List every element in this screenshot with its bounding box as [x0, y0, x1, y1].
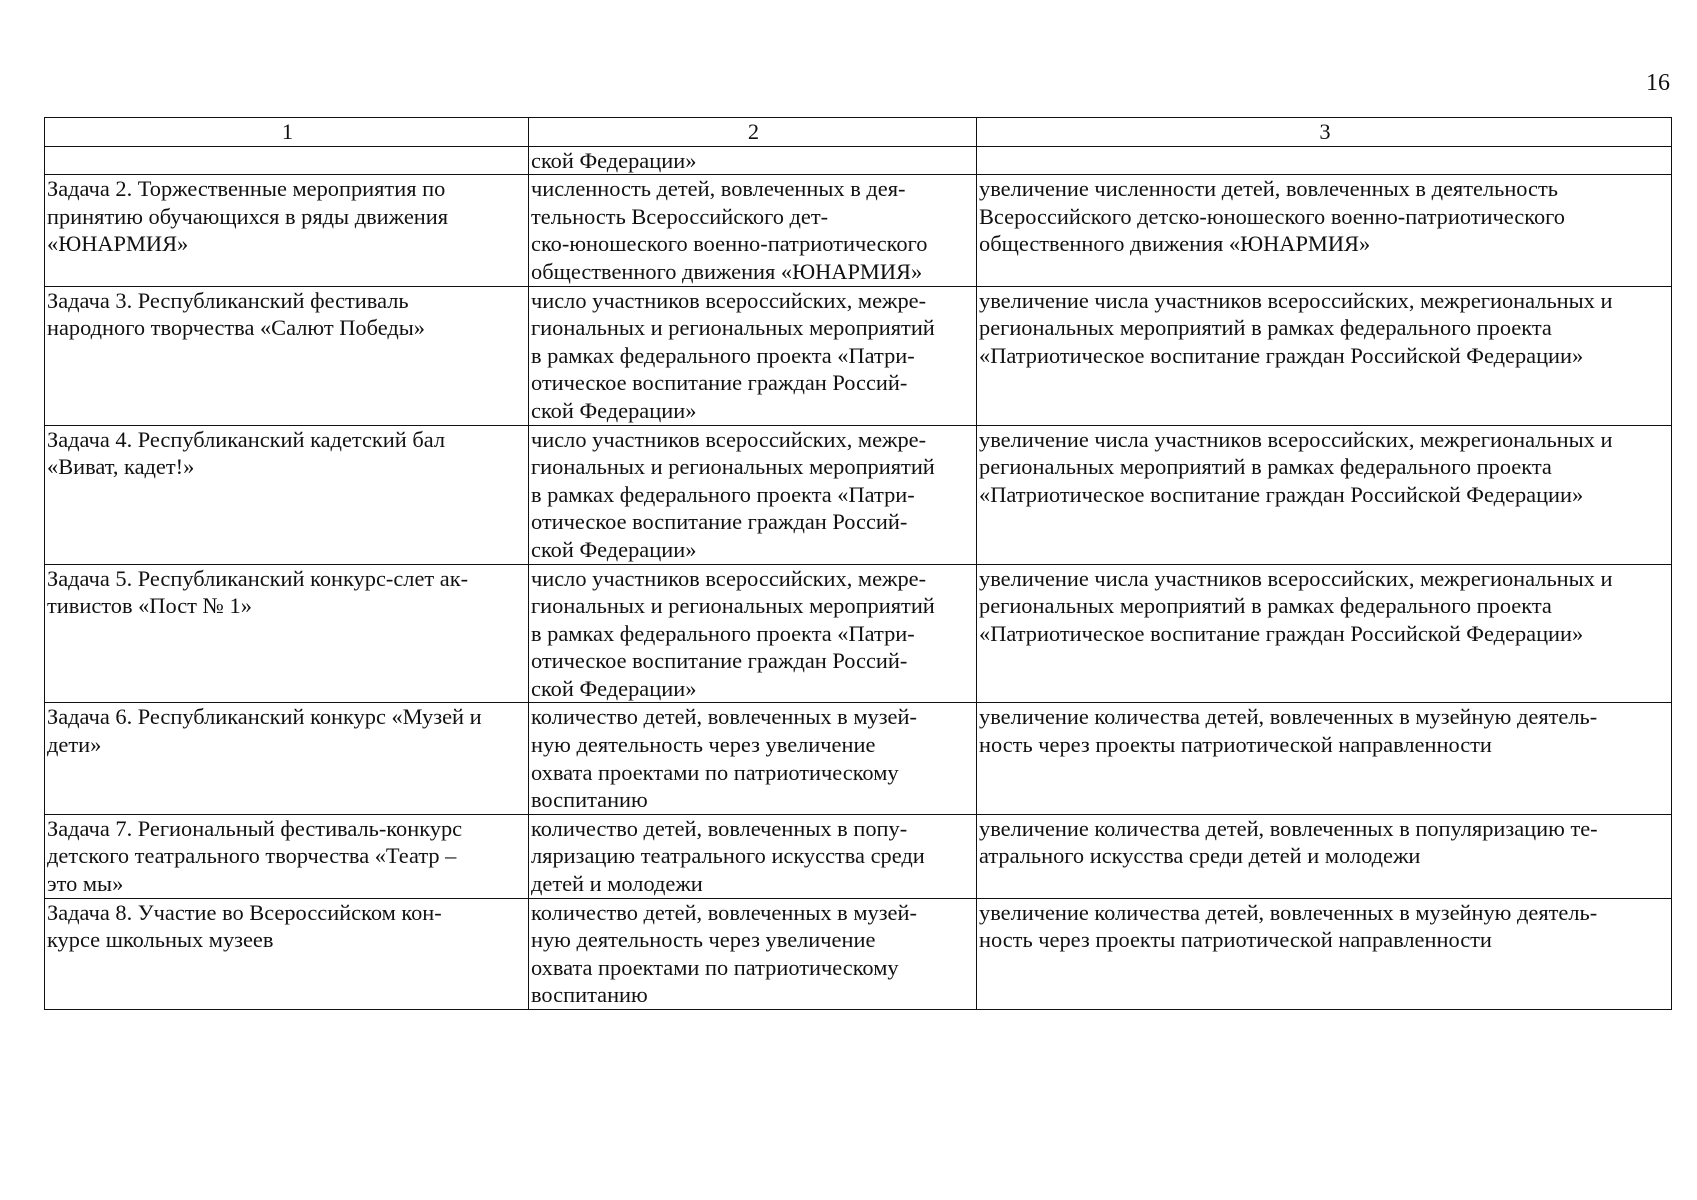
task-cell: Задача 7. Региональный фестиваль-конкурс детского театрального творчества «Театр – это мы» [45, 814, 529, 898]
task-cell: Задача 4. Республиканский кадетский бал «Виват, кадет!» [45, 425, 529, 564]
table-row [45, 898, 1672, 1009]
indicator-cell: численность детей, вовлеченных в дея- тельность Всероссийского дет- ско-юношеского военно-патриотического общественного движения «ЮНАРМИЯ» [529, 175, 977, 286]
indicator-cell: число участников всероссийских, межре- гиональных и региональных мероприятий в рамках федерального проекта «Патри- отическое воспитание граждан Россий- ской Федерации» [529, 425, 977, 564]
indicator-cell: число участников всероссийских, межре- гиональных и региональных мероприятий в рамках федерального проекта «Патри- отическое воспитание граждан Россий- ской Федерации» [529, 564, 977, 703]
indicator-cell: количество детей, вовлеченных в музей- ную деятельность через увеличение охвата проектами по патриотическому воспитанию [529, 898, 977, 1009]
tasks-table [44, 117, 1672, 1010]
result-cell: увеличение числа участников всероссийских, межрегиональных и региональных мероприятий в рамках федерального проекта «Патриотическое воспитание граждан Российской Федерации» [977, 564, 1672, 703]
table-row [45, 814, 1672, 898]
indicator-cell: число участников всероссийских, межре- гиональных и региональных мероприятий в рамках федерального проекта «Патри- отическое воспитание граждан Россий- ской Федерации» [529, 286, 977, 425]
indicator-cell: количество детей, вовлеченных в попу- ляризацию театрального искусства среди детей и молодежи [529, 814, 977, 898]
task-cell: Задача 2. Торжественные мероприятия по принятию обучающихся в ряды движения «ЮНАРМИЯ» [45, 175, 529, 286]
result-cell: увеличение количества детей, вовлеченных в музейную деятель- ность через проекты патриотической направленности [977, 703, 1672, 814]
page-number: 16 [1646, 70, 1670, 96]
task-cell: Задача 5. Республиканский конкурс-слет ак- тивистов «Пост № 1» [45, 564, 529, 703]
task-cell: Задача 6. Республиканский конкурс «Музей и дети» [45, 703, 529, 814]
indicator-cell: количество детей, вовлеченных в музей- ную деятельность через увеличение охвата проектами по патриотическому воспитанию [529, 703, 977, 814]
column-header-3: 3 [977, 118, 1672, 147]
task-cell: Задача 8. Участие во Всероссийском кон- курсе школьных музеев [45, 898, 529, 1009]
table-row [45, 564, 1672, 703]
continuation-row [45, 146, 1672, 175]
result-cell: увеличение количества детей, вовлеченных в популяризацию те- атрального искусства среди детей и молодежи [977, 814, 1672, 898]
continuation-indicator-cell: ской Федерации» [529, 146, 977, 175]
result-cell: увеличение численности детей, вовлеченных в деятельность Всероссийского детско-юношеского военно-патриотического общественного движения «ЮНАРМИЯ» [977, 175, 1672, 286]
result-cell: увеличение количества детей, вовлеченных в музейную деятель- ность через проекты патриотической направленности [977, 898, 1672, 1009]
column-header-1: 1 [45, 118, 529, 147]
table-row [45, 703, 1672, 814]
table-header-row [45, 118, 1672, 147]
table-row [45, 175, 1672, 286]
column-header-2: 2 [529, 118, 977, 147]
continuation-task-cell [45, 146, 529, 175]
continuation-result-cell [977, 146, 1672, 175]
table-row [45, 425, 1672, 564]
task-cell: Задача 3. Республиканский фестиваль народного творчества «Салют Победы» [45, 286, 529, 425]
table-row [45, 286, 1672, 425]
result-cell: увеличение числа участников всероссийских, межрегиональных и региональных мероприятий в рамках федерального проекта «Патриотическое воспитание граждан Российской Федерации» [977, 425, 1672, 564]
result-cell: увеличение числа участников всероссийских, межрегиональных и региональных мероприятий в рамках федерального проекта «Патриотическое воспитание граждан Российской Федерации» [977, 286, 1672, 425]
